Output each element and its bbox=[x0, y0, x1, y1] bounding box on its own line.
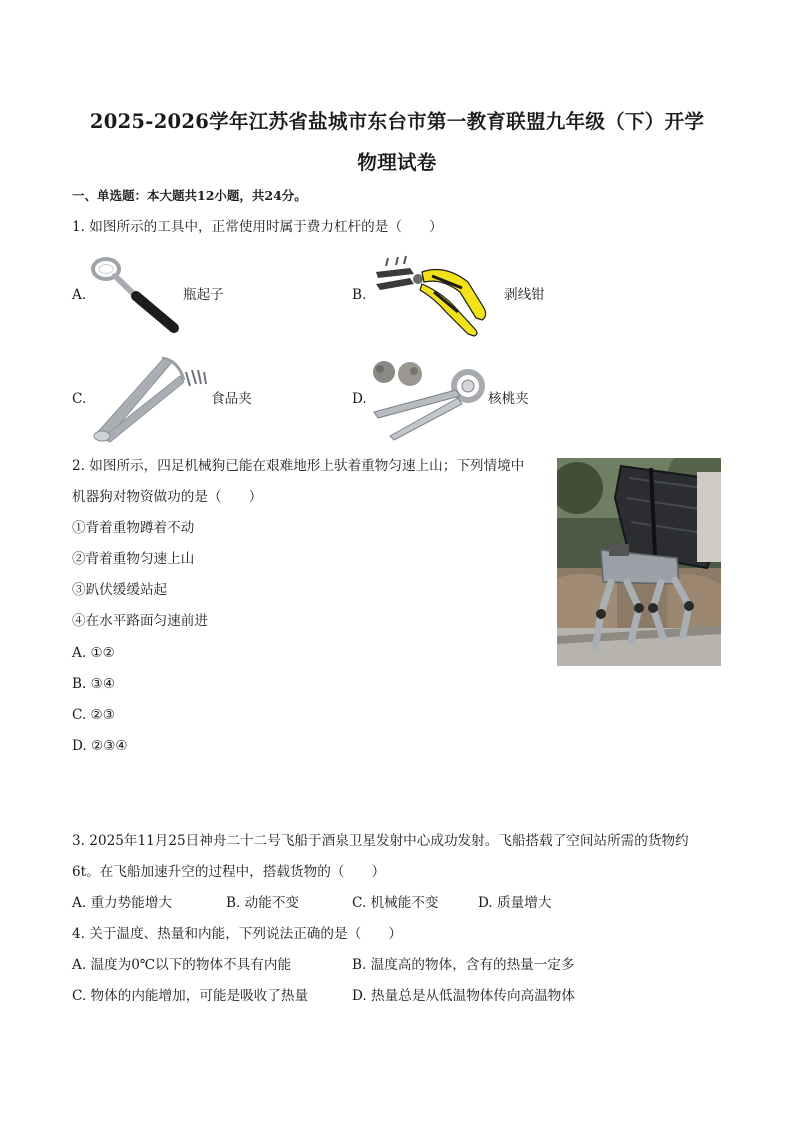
q1-option-d-letter[interactable]: D. bbox=[352, 391, 367, 407]
robot-dog-photo bbox=[557, 458, 721, 666]
q3-stem-line1: 3. 2025年11月25日神舟二十二号飞船于酒泉卫星发射中心成功发射。飞船搭载了空间站所需的货物约 bbox=[72, 833, 689, 849]
q2-stem-line1: 2. 如图所示，四足机械狗已能在艰难地形上驮着重物匀速上山；下列情境中 bbox=[72, 458, 525, 474]
q1-option-b-label: 剥线钳 bbox=[504, 287, 545, 303]
q4-option-d[interactable]: D. 热量总是从低温物体传向高温物体 bbox=[352, 988, 575, 1004]
q3-stem-line2: 6t。在飞船加速升空的过程中，搭载货物的（ ） bbox=[72, 864, 386, 880]
section-desc: 本大题共12小题，共24分。 bbox=[147, 188, 307, 203]
q4-stem: 4. 关于温度、热量和内能，下列说法正确的是（ ） bbox=[72, 926, 402, 942]
q4-option-a[interactable]: A. 温度为0℃以下的物体不具有内能 bbox=[72, 957, 292, 973]
q2-option-b[interactable]: B. ③④ bbox=[72, 676, 116, 692]
q2-item-2: ②背着重物匀速上山 bbox=[72, 551, 195, 567]
q1-option-b-letter[interactable]: B. bbox=[352, 287, 367, 303]
q2-item-4: ④在水平路面匀速前进 bbox=[72, 613, 208, 629]
q1-option-a-label: 瓶起子 bbox=[183, 287, 224, 303]
bottle-opener-icon bbox=[88, 252, 183, 334]
section-label: 一、单选题： bbox=[72, 188, 148, 203]
q1-option-d-label: 核桃夹 bbox=[488, 391, 529, 407]
q2-stem-line2: 机器狗对物资做功的是（ ） bbox=[72, 489, 263, 505]
page-subtitle: 物理试卷 bbox=[357, 151, 437, 174]
q1-option-c-letter[interactable]: C. bbox=[72, 391, 87, 407]
food-tongs-icon bbox=[88, 352, 213, 444]
q1-stem: 1. 如图所示的工具中，正常使用时属于费力杠杆的是（ ） bbox=[72, 219, 443, 235]
q2-option-d[interactable]: D. ②③④ bbox=[72, 738, 128, 754]
q2-item-1: ①背着重物蹲着不动 bbox=[72, 520, 195, 536]
q4-option-c[interactable]: C. 物体的内能增加，可能是吸收了热量 bbox=[72, 988, 309, 1004]
q4-option-b[interactable]: B. 温度高的物体，含有的热量一定多 bbox=[352, 957, 575, 973]
wire-stripper-icon bbox=[370, 252, 495, 337]
q3-option-c[interactable]: C. 机械能不变 bbox=[352, 895, 439, 911]
q2-item-3: ③趴伏缓缓站起 bbox=[72, 582, 168, 598]
q3-option-b[interactable]: B. 动能不变 bbox=[226, 895, 300, 911]
q2-option-a[interactable]: A. ①② bbox=[72, 645, 115, 661]
q1-option-c-label: 食品夹 bbox=[211, 391, 252, 407]
section-header bbox=[72, 187, 307, 205]
nutcracker-icon bbox=[368, 352, 488, 442]
q3-option-a[interactable]: A. 重力势能增大 bbox=[72, 895, 173, 911]
q3-option-d[interactable]: D. 质量增大 bbox=[478, 895, 552, 911]
q2-option-c[interactable]: C. ②③ bbox=[72, 707, 115, 723]
q1-option-a-letter[interactable]: A. bbox=[72, 287, 87, 303]
page-title: 2025-2026学年江苏省盐城市东台市第一教育联盟九年级（下）开学 bbox=[89, 110, 705, 133]
